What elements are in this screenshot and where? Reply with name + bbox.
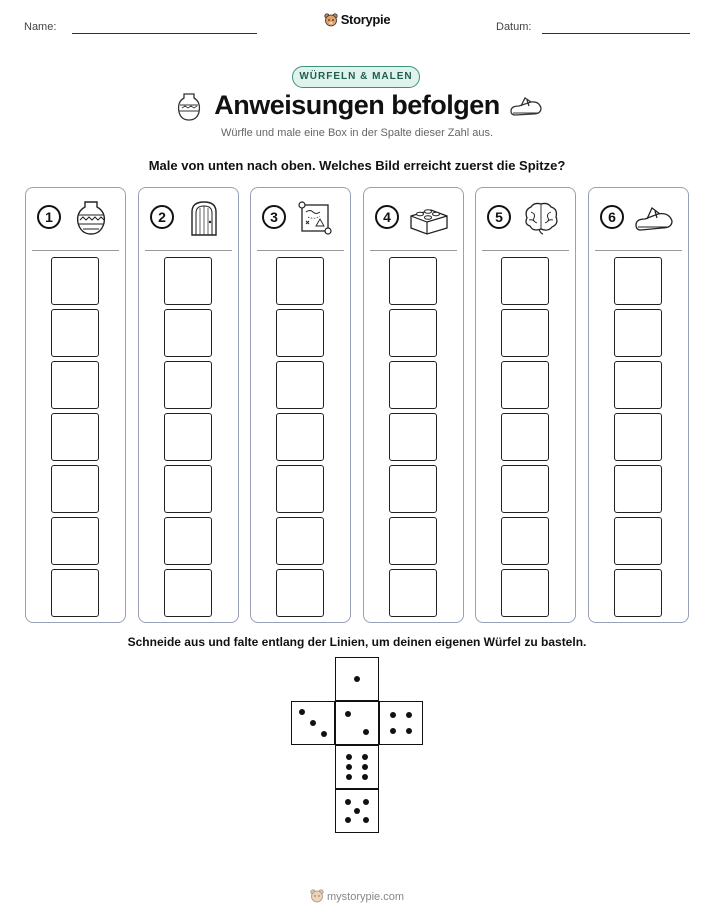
color-box[interactable] [389, 257, 437, 305]
color-box[interactable] [614, 413, 662, 461]
color-box[interactable] [389, 309, 437, 357]
sandal-icon [634, 200, 674, 236]
column-3 [250, 187, 351, 623]
page-title: Anweisungen befolgen [214, 90, 500, 120]
color-box[interactable] [389, 361, 437, 409]
column-6 [588, 187, 689, 623]
color-box[interactable] [501, 517, 549, 565]
dice-pip [321, 731, 327, 737]
lego-brick-icon [409, 200, 449, 236]
dice-pip [346, 754, 352, 760]
dice-pip [354, 808, 360, 814]
color-box[interactable] [51, 309, 99, 357]
color-box[interactable] [501, 413, 549, 461]
dice-face-four [379, 701, 423, 745]
footer-url[interactable]: mystorypie.com [326, 891, 405, 903]
instructions: Male von unten nach oben. Welches Bild erreicht zuerst die Spitze? [148, 158, 566, 173]
dice-pip [299, 709, 305, 715]
color-box[interactable] [276, 465, 324, 513]
dice-pip [390, 712, 396, 718]
dice-pip [363, 729, 369, 735]
brand-name: Storypie [340, 12, 391, 27]
color-box[interactable] [389, 517, 437, 565]
column-divider [595, 250, 682, 251]
bear-icon [324, 13, 338, 30]
color-box[interactable] [389, 569, 437, 617]
dice-pip [362, 774, 368, 780]
bear-icon [310, 889, 324, 906]
treasure-map-icon [296, 200, 336, 236]
date-label: Datum: [496, 21, 532, 33]
name-label: Name: [24, 21, 57, 33]
color-box[interactable] [614, 569, 662, 617]
color-box[interactable] [164, 569, 212, 617]
dice-pip [345, 711, 351, 717]
color-box[interactable] [164, 517, 212, 565]
color-box[interactable] [614, 257, 662, 305]
color-box[interactable] [501, 309, 549, 357]
page-subtitle: Würfle und male eine Box in der Spalte dieser Zahl aus. [220, 127, 494, 139]
dice-face-two [335, 701, 379, 745]
column-number: 3 [262, 205, 286, 229]
dice-pip [363, 799, 369, 805]
dice-face-three [291, 701, 335, 745]
color-box[interactable] [51, 569, 99, 617]
footer [0, 889, 714, 906]
color-box[interactable] [164, 413, 212, 461]
dice-pip [406, 712, 412, 718]
color-box[interactable] [164, 361, 212, 409]
color-box[interactable] [276, 309, 324, 357]
dice-face-five [335, 789, 379, 833]
color-box[interactable] [389, 413, 437, 461]
brand-logo [0, 12, 714, 30]
dice-pip [310, 720, 316, 726]
color-box[interactable] [501, 569, 549, 617]
dice-pip [363, 817, 369, 823]
column-divider [257, 250, 344, 251]
column-number: 2 [150, 205, 174, 229]
brain-icon [521, 200, 561, 236]
dice-pip [346, 774, 352, 780]
color-box[interactable] [51, 361, 99, 409]
column-1 [25, 187, 126, 623]
color-box[interactable] [164, 257, 212, 305]
color-box[interactable] [164, 309, 212, 357]
column-number: 1 [37, 205, 61, 229]
dice-pip [362, 764, 368, 770]
date-line[interactable] [542, 33, 690, 34]
color-box[interactable] [276, 257, 324, 305]
color-box[interactable] [614, 309, 662, 357]
dice-pip [345, 799, 351, 805]
color-box[interactable] [51, 413, 99, 461]
color-box[interactable] [51, 465, 99, 513]
color-box[interactable] [51, 257, 99, 305]
color-box[interactable] [51, 517, 99, 565]
color-box[interactable] [614, 465, 662, 513]
color-box[interactable] [276, 413, 324, 461]
dice-face-six [335, 745, 379, 789]
name-line[interactable] [72, 33, 257, 34]
column-divider [32, 250, 119, 251]
column-divider [145, 250, 232, 251]
color-box[interactable] [501, 257, 549, 305]
column-5 [475, 187, 576, 623]
column-number: 5 [487, 205, 511, 229]
dice-pip [406, 728, 412, 734]
vase-icon [71, 200, 111, 236]
column-number: 6 [600, 205, 624, 229]
color-box[interactable] [501, 361, 549, 409]
color-box[interactable] [614, 517, 662, 565]
dice-pip [390, 728, 396, 734]
door-icon [184, 200, 224, 236]
column-divider [370, 250, 457, 251]
color-box[interactable] [276, 361, 324, 409]
column-2 [138, 187, 239, 623]
column-4 [363, 187, 464, 623]
color-box[interactable] [389, 465, 437, 513]
dice-pip [346, 764, 352, 770]
category-badge: WÜRFELN & MALEN [292, 66, 420, 88]
color-box[interactable] [614, 361, 662, 409]
column-number: 4 [375, 205, 399, 229]
sandal-icon [509, 94, 543, 123]
color-box[interactable] [501, 465, 549, 513]
dice-pip [345, 817, 351, 823]
dice-face-one [335, 657, 379, 701]
column-divider [482, 250, 569, 251]
dice-instructions: Schneide aus und falte entlang der Linien, um deinen eigenen Würfel zu basteln. [127, 635, 587, 649]
color-box[interactable] [276, 517, 324, 565]
dice-pip [354, 676, 360, 682]
dice-pip [362, 754, 368, 760]
color-box[interactable] [276, 569, 324, 617]
color-box[interactable] [164, 465, 212, 513]
